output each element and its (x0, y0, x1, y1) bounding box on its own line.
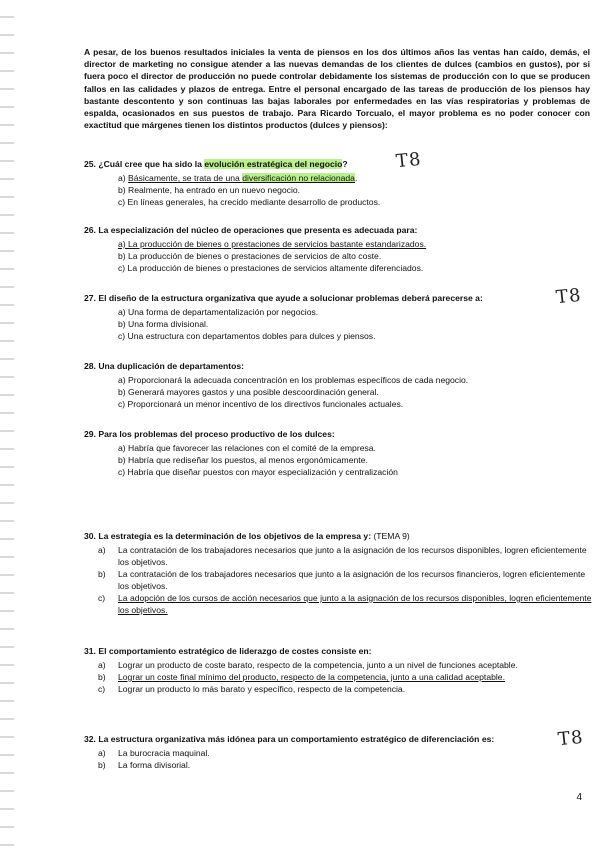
option-27c: c) Una estructura con departamentos dobles para dulces y piensos. (118, 331, 376, 341)
question-31-title: 31. El comportamiento estratégico de liderazgo de costes consiste en: (84, 646, 372, 656)
page-number: 4 (576, 792, 582, 803)
option-30b: b) La contratación de los trabajadores necesarios que junto a la asignación de los recursos financieros, logren eficientemente los objetivos. (98, 569, 586, 591)
option-31b: b) Lograr un coste final mínimo del producto, respecto de la competencia, junto a una calidad aceptable. (98, 672, 505, 682)
option-28c: c) Proporcionará un menor incentivo de los directivos funcionales actuales. (118, 399, 404, 409)
option-32a: a) La burocracia maquinal. (98, 748, 210, 758)
option-25b: b) Realmente, ha entrado en un nuevo negocio. (118, 185, 301, 195)
question-32-title: 32. La estructura organizativa más idónea para un comportamiento estratégico de diferenciación es: (84, 734, 495, 744)
handwritten-mark-32: T8 (556, 726, 585, 751)
option-27b: b) Una forma divisional. (118, 319, 209, 329)
option-28b: b) Generará mayores gastos y una posible descoordinación general. (118, 387, 379, 397)
highlighted-phrase: evolución estratégica del negocio (204, 159, 343, 169)
question-32 (84, 733, 594, 771)
question-30 (84, 530, 594, 616)
option-32b: b) La forma divisorial. (98, 760, 191, 770)
option-30c: c) La adopción de los cursos de acción necesarios que junto a la asignación de los recursos disponibles, logren eficientemente los objetivos. (98, 593, 592, 615)
option-26c: c) La producción de bienes o prestaciones de servicios altamente diferenciados. (118, 263, 424, 273)
option-28a: a) Proporcionará la adecuada concentración en los problemas específicos de cada negocio. (118, 375, 469, 385)
option-31c: c) Lograr un producto lo más barato y específico, respecto de la competencia. (98, 684, 406, 694)
binding-edge (0, 0, 14, 848)
question-26 (84, 224, 594, 274)
option-25c: c) En líneas generales, ha crecido mediante desarrollo de productos. (118, 197, 381, 207)
question-28-title: 28. Una duplicación de departamentos: (84, 361, 244, 371)
option-29a: a) Habría que favorecer las relaciones con el comité de la empresa. (118, 443, 376, 453)
option-26b: b) La producción de bienes o prestaciones de servicios de alto coste. (118, 251, 382, 261)
case-intro-paragraph: A pesar, de los buenos resultados iniciales la venta de piensos en los dos últimos años las ventas han caído, demás, el director de marketing no consigue atender a las nuevas demandas de los clientes de dulces (cambios en gustos), por si fuera poco el director de producción no puede controlar debidamente los sistemas de producción con lo que se producen fallos en las calidades y plazos de entrega. Entre el personal encargado de las tareas de producción de los piensos hay bastante descontento y son continuas las bajas laborales por enfermedades en las vías respiratorias y problemas de espalda, ocasionados en sus puestos de trabajo. Para Ricardo Torcualo, el mayor problema es no poder conocer con exactitud que márgenes tienen los distintos productos (dulces y piensos): (84, 47, 590, 131)
highlighted-phrase: diversificación no relacionada (242, 173, 355, 183)
handwritten-mark-25: T8 (394, 148, 423, 173)
question-28 (84, 360, 594, 410)
question-27 (84, 292, 594, 342)
question-25 (84, 158, 594, 208)
question-26-title: 26. La especialización del núcleo de operaciones que presenta es adecuada para: (84, 225, 418, 235)
question-30-title: 30. La estrategia es la determinación de los objetivos de la empresa y: (TEMA 9) (84, 531, 410, 541)
question-31 (84, 645, 594, 695)
option-30a: a) La contratación de los trabajadores necesarios que junto a la asignación de los recursos disponibles, logren eficientemente los objetivos. (98, 545, 587, 567)
option-26a: a) La producción de bienes o prestaciones de servicios bastante estandarizados. (118, 239, 427, 249)
option-27a: a) Una forma de departamentalización por negocios. (118, 307, 319, 317)
question-25-title: 25. ¿Cuál cree que ha sido la evolución estratégica del negocio? (84, 159, 348, 169)
topic-tag: (TEMA 9) (371, 531, 410, 541)
question-29-title: 29. Para los problemas del proceso productivo de los dulces: (84, 429, 335, 439)
option-25a: a) Básicamente, se trata de una diversificación no relacionada. (118, 173, 358, 183)
question-29 (84, 428, 594, 478)
option-31a: a) Lograr un producto de coste barato, respecto de la competencia, junto a un nivel de funciones aceptable. (98, 660, 518, 670)
option-29c: c) Habría que diseñar puestos con mayor especialización y centralización (118, 467, 398, 477)
handwritten-mark-27: T8 (554, 284, 583, 309)
question-27-title: 27. El diseño de la estructura organizativa que ayude a solucionar problemas deberá parecerse a: (84, 293, 483, 303)
option-29b: b) Habría que rediseñar los puestos, al menos ergonómicamente. (118, 455, 368, 465)
